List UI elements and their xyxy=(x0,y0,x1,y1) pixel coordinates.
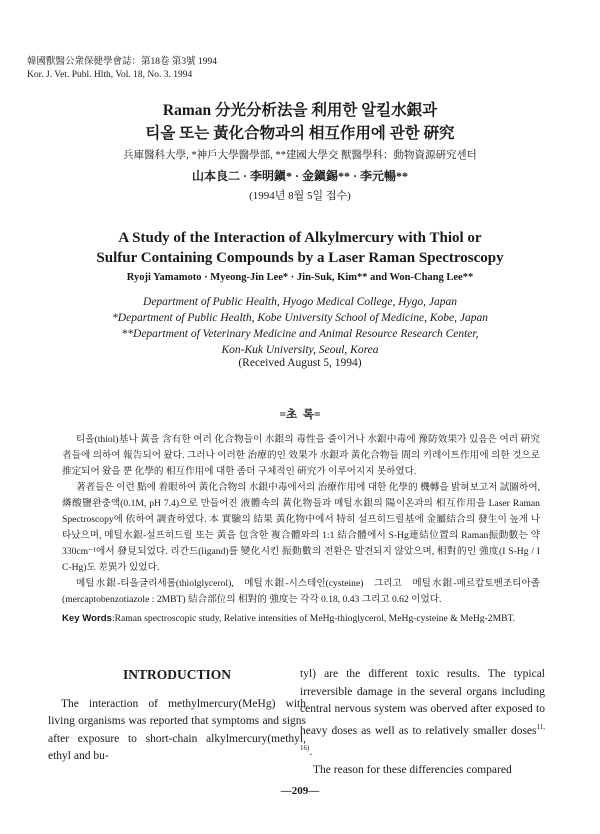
abstract-paragraph: 著者들은 이런 點에 着眼하여 黃化合物의 水銀中毒에서의 治療作用에 대한 化學的 機轉을 밝혀보고저 試圖하여, 燐酸鹽완충액(0.1M, pH 7.4)으로 만들어진 液體속의 黃化物들과 메틸水銀의 陽이온과의 相互作用을 Laser Raman Spectroscopy에 依하여 調査하였다. 本 實驗의 結果 黃化物中에서 特히 설프히드릴基에 金屬結合의 發生이 높게 나타났으며, 메틸水銀-설프히드릴 또는 黃을 包含한 複合體와의 1:1 結合體에서 S-Hg連結位置의 Raman振動數는 약 330cm⁻¹에서 發見되었다. 리간드(ligand)를 變化시킨 振動數의 전환은 발견되지 않았으며, 相對的인 強度(I S-Hg / I C-Hg)도 差異가 있었다. xyxy=(62,482,540,573)
intro-left-column xyxy=(48,666,306,766)
keywords-text: :Raman spectroscopic study, Relative intensities of MeHg-thioglycerol, MeHg-cysteine & MeHg-2MBT. xyxy=(111,613,516,624)
department-line: **Department of Veterinary Medicine and Animal Resource Research Center, xyxy=(121,328,479,340)
abstract-paragraph: 티올(thiol)基나 黃을 含有한 여러 化合物들이 水銀의 毒性을 줄이거나 水銀中毒에 豫防效果가 있음은 여러 硏究者들에 의하여 報告되어 왔다. 그러나 이러한 治療的인 效果가 水銀과 黃化合物들 間의 키레이트作用에 의한 것으로 推定되어 왔을 뿐 化學的 相互作用에 대한 좀더 구체적인 硏究가 이루어지지 못하였다. xyxy=(62,434,540,477)
intro-paragraph xyxy=(300,666,545,762)
title-kr-line2: 티올 또는 黃化合物과의 相互作用에 관한 硏究 xyxy=(145,125,455,142)
title-kr-line1: Raman 分光分析法을 利用한 알킬水銀과 xyxy=(162,102,438,119)
department-line: Kon-Kuk University, Seoul, Korea xyxy=(221,344,379,356)
received-date-kr: (1994년 8월 5일 접수) xyxy=(249,190,351,202)
departments xyxy=(0,294,600,358)
intro-text: tyl) are the different toxic results. The typical irreversible damage in the several organs including central nervous system was oberved after exposed to heavy doses as well as to relatively smaller doses xyxy=(300,668,545,737)
affiliations-kr: 兵庫醫科大學, *神戶大學醫學部, **建國大學交 獸醫學科：動物資源硏究센터 xyxy=(123,150,477,161)
department-line: Department of Public Health, Hyogo Medical College, Hygo, Japan xyxy=(143,296,457,308)
journal-citation-kr: 韓國獸醫公衆保健學會誌：第18卷 第3號 1994 xyxy=(27,57,218,67)
keywords xyxy=(62,611,540,627)
journal-header xyxy=(27,56,217,82)
page-number: —209— xyxy=(280,785,320,797)
department-line: *Department of Public Health, Kobe University School of Medicine, Kobe, Japan xyxy=(112,312,488,324)
intro-right-column xyxy=(300,666,545,779)
authors-kr: 山本良二 · 李明鎭* · 金鎭錫** · 李元暢** xyxy=(191,169,408,183)
abstract xyxy=(62,432,540,627)
citation-ref: 11, 16) xyxy=(300,722,545,753)
abstract-paragraph: 메틸水銀-티올글리세롤(thiolglycerol), 메틸水銀-시스테인(cysteine) 그리고 메틸水銀-메르캅토벤조티아졸(mercaptobenzotiazole : 2MBT) 結合部位의 相對的 強度는 각각 0.18, 0.43 그리고 0.62 이었다. xyxy=(62,578,540,605)
title-en-line2: Sulfur Containing Compounds by a Laser Raman Spectroscopy xyxy=(96,250,504,266)
abstract-heading: =초 록= xyxy=(279,409,321,421)
title-en xyxy=(0,228,600,268)
authors-en: Ryoji Yamamoto · Myeong-Jin Lee* · Jin-Suk, Kim** and Won-Chang Lee** xyxy=(126,272,474,283)
section-heading-introduction: INTRODUCTION xyxy=(122,667,231,682)
intro-paragraph: The interaction of methylmercury(MeHg) with living organisms was reported that symptoms and signs after exposure to short-chain alkylmercury(methyl, ethyl and bu- xyxy=(48,697,306,763)
intro-paragraph: The reason for these differencies compared xyxy=(313,763,512,776)
title-en-line1: A Study of the Interaction of Alkylmercury with Thiol or xyxy=(118,230,482,246)
intro-text-end: . xyxy=(309,746,313,759)
received-date-en: (Received August 5, 1994) xyxy=(238,357,362,369)
journal-citation-en: Kor. J. Vet. Publ. Hlth, Vol. 18, No. 3. 1994 xyxy=(27,70,193,80)
keywords-label: Key Words xyxy=(62,613,112,624)
